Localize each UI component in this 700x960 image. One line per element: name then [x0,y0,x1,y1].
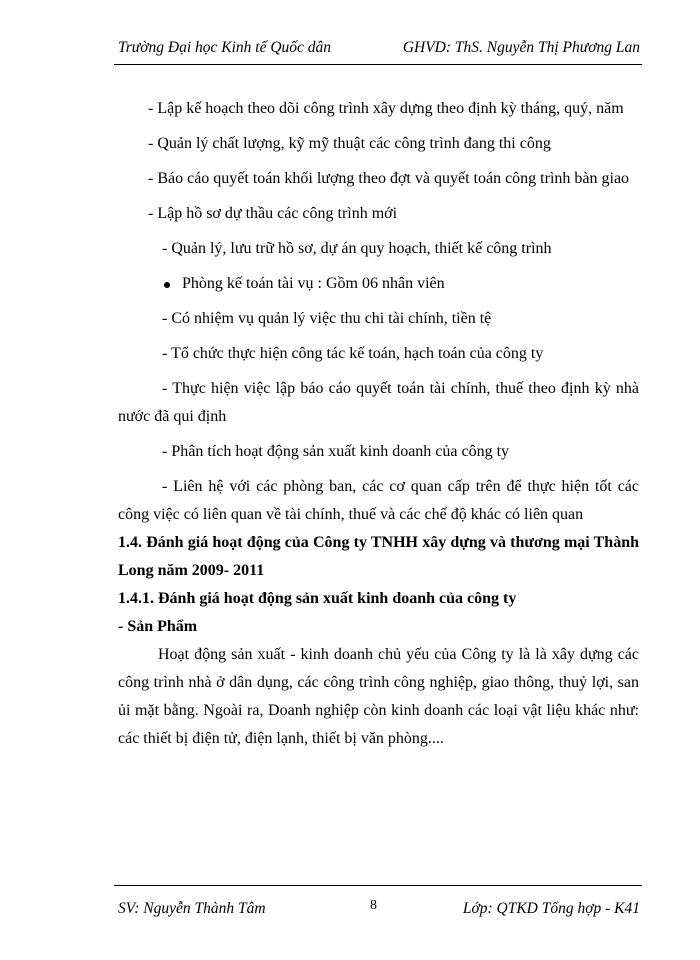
page-content [118,95,639,753]
body-paragraph-products: Hoạt động sản xuất - kinh doanh chủ yếu của Công ty là là xây dựng các công trình nhà ở dân dụng, các công trình công nghiệp, giao thông, thuỷ lợi, san ủi mặt bằng. Ngoài ra, Doanh nghiệp còn kinh doanh các loại vật liệu khác như: các thiết bị điện tử, điện lạnh, thiết bị văn phòng.... [118,646,639,747]
body-line-10: - Phân tích hoạt động sản xuất kinh doanh của công ty [162,443,510,460]
body-line-5: - Quản lý, lưu trữ hồ sơ, dự án quy hoạch, thiết kế công trình [162,240,552,257]
bullet-text: Phòng kế toán tài vụ : Gồm 06 nhân viên [182,275,445,292]
subheading-products: - Sản Phẩm [118,618,198,635]
body-line-7: - Có nhiệm vụ quản lý việc thu chi tài chính, tiền tệ [162,310,492,327]
header-university: Trường Đại học Kinh tế Quốc dân [118,39,332,56]
body-line-2: - Quản lý chất lượng, kỹ mỹ thuật các công trình đang thi công [148,135,551,152]
body-line-9: - Thực hiện việc lập báo cáo quyết toán tài chính, thuế theo định kỳ nhà nước đã qui định [118,380,639,425]
section-heading-1-4: 1.4. Đánh giá hoạt động của Công ty TNHH xây dựng và thương mại Thành Long năm 2009- 2011 [118,534,639,579]
body-line-3: - Báo cáo quyết toán khối lượng theo đợt và quyết toán công trình bàn giao [148,170,630,187]
body-line-11: - Liên hệ với các phòng ban, các cơ quan cấp trên để thực hiện tốt các công việc có liên quan về tài chính, thuế và các chế độ khác có liên quan [118,478,639,523]
bullet-icon [164,282,170,288]
footer-student: SV: Nguyễn Thành Tâm [118,900,266,917]
section-heading-1-4-1: 1.4.1. Đánh giá hoạt động sản xuất kinh doanh của công ty [118,590,517,607]
body-line-8: - Tổ chức thực hiện công tác kế toán, hạch toán của công ty [162,345,544,362]
bullet-item [118,270,639,298]
page-number: 8 [370,898,377,913]
header-supervisor: GHVD: ThS. Nguyễn Thị Phương Lan [402,39,640,56]
header-rule [114,64,642,65]
footer-rule [114,885,642,886]
footer-class: Lớp: QTKD Tổng hợp - K41 [462,900,640,917]
body-line-4: - Lập hồ sơ dự thầu các công trình mới [148,205,398,222]
body-line-1: - Lập kế hoạch theo dõi công trình xây dựng theo định kỳ tháng, quý, năm [148,100,624,117]
